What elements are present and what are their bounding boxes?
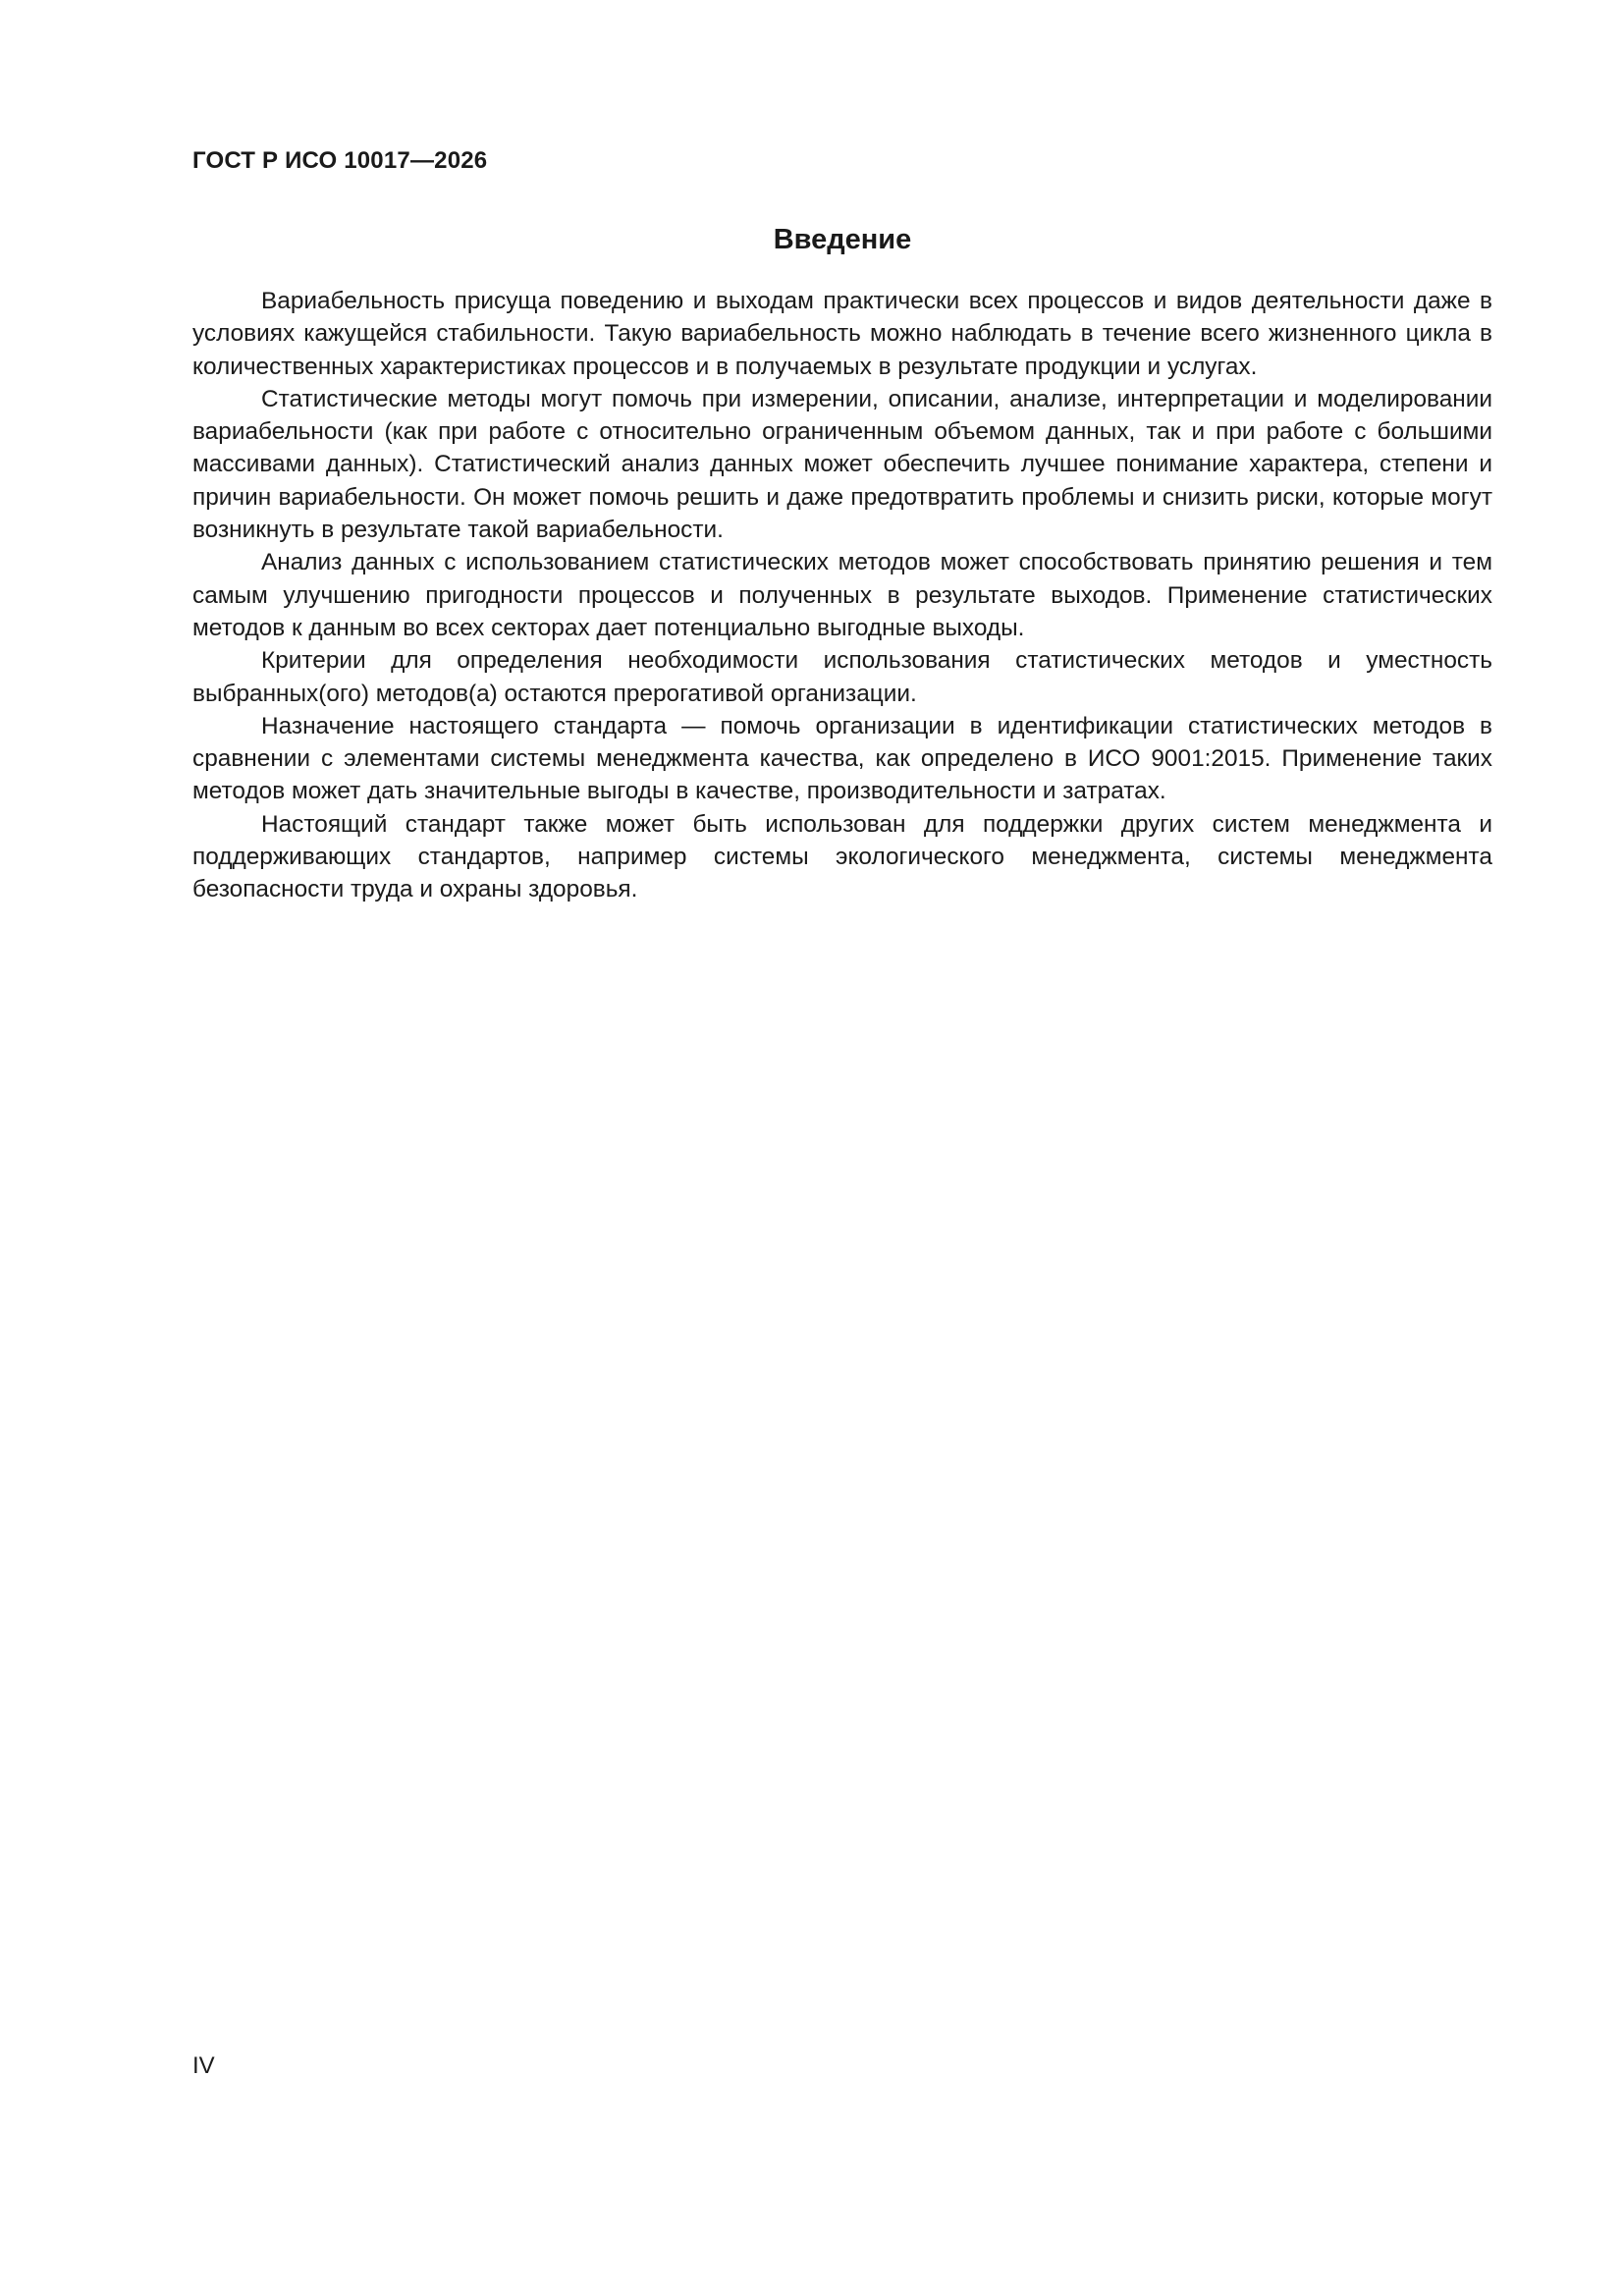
- paragraph-3: Анализ данных с использованием статистических методов может способствовать принятию решения и тем самым улучшению пригодности процессов и полученных в результате выходов. Применение статистических методов к данным во всех секторах дает потенциально выгодные выходы.: [192, 549, 1492, 641]
- paragraph-4: Критерии для определения необходимости использования статистических методов и уместность выбранных(ого) методов(а) остаются прерогативой организации.: [192, 647, 1492, 707]
- body-text: [192, 285, 1492, 906]
- page-number: IV: [192, 2052, 215, 2079]
- paragraph-5: Назначение настоящего стандарта — помочь организации в идентификации статистических методов в сравнении с элементами системы менеджмента качества, как определено в ИСО 9001:2015. Применение таких методов может дать значительные выгоды в качестве, производительности и затратах.: [192, 712, 1492, 805]
- section-title: Введение: [773, 224, 912, 255]
- document-header-id: ГОСТ Р ИСО 10017—2026: [192, 147, 488, 174]
- paragraph-2: Статистические методы могут помочь при измерении, описании, анализе, интерпретации и моделировании вариабельности (как при работе с относительно ограниченным объемом данных, так и при работе с большими массивами данных). Статистический анализ данных может обеспечить лучшее понимание характера, степени и причин вариабельности. Он может помочь решить и даже предотвратить проблемы и снизить риски, которые могут возникнуть в результате такой вариабельности.: [192, 385, 1492, 544]
- paragraph-1: Вариабельность присуща поведению и выходам практически всех процессов и видов деятельности даже в условиях кажущейся стабильности. Такую вариабельность можно наблюдать в течение всего жизненного цикла в количественных характеристиках процессов и в получаемых в результате продукции и услугах.: [192, 288, 1492, 380]
- paragraph-6: Настоящий стандарт также может быть использован для поддержки других систем менеджмента и поддерживающих стандартов, например системы экологического менеджмента, системы менеджмента безопасности труда и охраны здоровья.: [192, 810, 1492, 903]
